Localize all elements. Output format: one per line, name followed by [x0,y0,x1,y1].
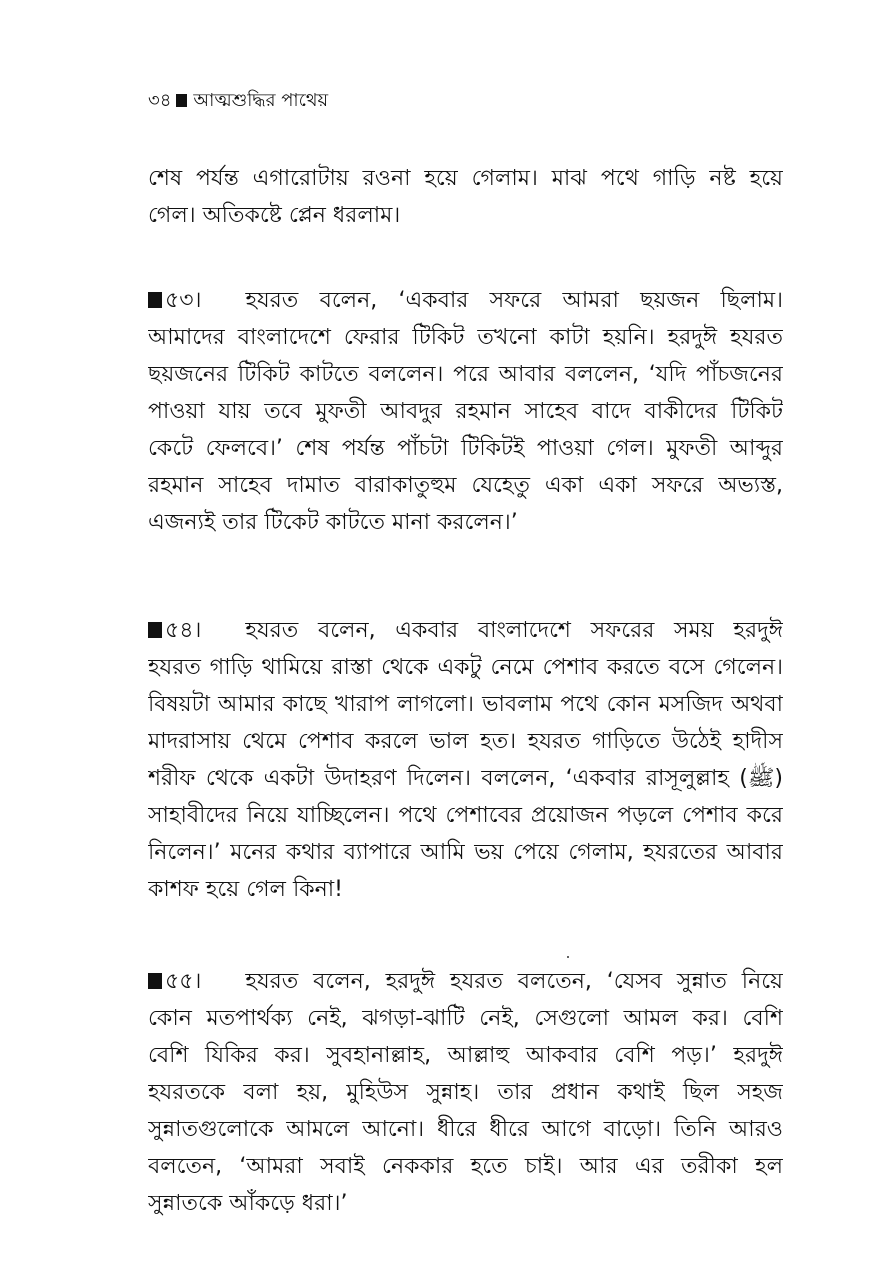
print-speck [567,956,569,958]
text-line: মাদরাসায় থেমে পেশাব করলে ভাল হত। হযরত গাড়িতে উঠেই হাদীস [148,729,783,754]
text-line: হযরত গাড়ি থামিয়ে রাস্তা থেকে একটু নেমে পেশাব করতে বসে গেলেন। [148,655,783,680]
text-line: গেল। অতিকষ্টে প্লেন ধরলাম। [148,203,401,228]
text-line: বলতেন, ‘আমরা সবাই নেককার হতে চাই। আর এর তরীকা হল [148,1154,783,1179]
text-segment: হযরত বলেন, হরদুঈ হযরত বলতেন, ‘যেসব সুন্নাত নিয়ে [245,969,783,994]
text-line: শরীফ থেকে একটা উদাহরণ দিলেন। বললেন, ‘একবার রাসূলুল্লাহ (ﷺ) [148,766,783,791]
text-line: সুন্নাতগুলোকে আমলে আনো। ধীরে ধীরে আগে বাড়ো। তিনি আরও [148,1117,783,1142]
paragraph-number: ৫৪। [165,618,202,643]
text-line: আমাদের বাংলাদেশে ফেরার টিকিট তখনো কাটা হয়নি। হরদুঈ হযরত [148,325,783,350]
text-line: ছয়জনের টিকিট কাটতে বললেন। পরে আবার বললেন, ‘যদি পাঁচজনের [148,362,783,387]
text-line: পাওয়া যায় তবে মুফতী আবদুর রহমান সাহেব বাদে বাকীদের টিকিট [148,399,783,424]
paragraph-first-line [148,963,783,1000]
page-number: ৩৪ [148,90,172,111]
text-segment: হযরত বলেন, একবার বাংলাদেশে সফরের সময় হরদুঈ [245,618,783,643]
text-line: হযরতকে বলা হয়, মুহিউস সুন্নাহ। তার প্রধান কথাই ছিল সহজ [148,1080,783,1105]
header-square-icon [176,94,187,107]
paragraph-square-icon [148,622,162,638]
book-title: আত্মশুদ্ধির পাথেয় [193,90,329,111]
running-header [148,88,328,114]
paragraph-square-icon [148,292,162,308]
text-line: সাহাবীদের নিয়ে যাচ্ছিলেন। পথে পেশাবের প্রয়োজন পড়লে পেশাব করে [148,803,783,828]
paragraph-number: ৫৩। [165,288,202,313]
paragraph-continuation [148,160,783,234]
text-line: রহমান সাহেব দামাত বারাকাতুহুম যেহেতু একা একা সফরে অভ্যস্ত, [148,473,783,498]
text-line: শেষ পর্যন্ত এগারোটায় রওনা হয়ে গেলাম। মাঝ পথে গাড়ি নষ্ট হয়ে [148,166,783,191]
paragraph-55 [148,963,783,1222]
paragraph-54 [148,612,783,908]
paragraph-first-line [148,612,783,649]
text-line: কেটে ফেলবে।’ শেষ পর্যন্ত পাঁচটা টিকিটই পাওয়া গেল। মুফতী আব্দুর [148,436,783,461]
text-line: বিষয়টা আমার কাছে খারাপ লাগলো। ভাবলাম পথে কোন মসজিদ অথবা [148,692,783,717]
text-line: কাশফ হয়ে গেল কিনা! [148,877,343,902]
text-line: সুন্নাতকে আঁকড়ে ধরা।’ [148,1191,348,1216]
text-line: কোন মতপার্থক্য নেই, ঝগড়া-ঝাটি নেই, সেগুলো আমল কর। বেশি [148,1006,783,1031]
paragraph-number: ৫৫। [165,969,202,994]
text-segment: হযরত বলেন, ‘একবার সফরে আমরা ছয়জন ছিলাম। [245,288,783,313]
text-line: এজন্যই তার টিকেট কাটতে মানা করলেন।’ [148,510,518,535]
paragraph-first-line [148,282,783,319]
text-line: বেশি যিকির কর। সুবহানাল্লাহ, আল্লাহু আকবার বেশি পড়।’ হরদুঈ [148,1043,783,1068]
text-line: নিলেন।’ মনের কথার ব্যাপারে আমি ভয় পেয়ে গেলাম, হযরতের আবার [148,840,783,865]
paragraph-53 [148,282,783,541]
paragraph-square-icon [148,973,162,989]
